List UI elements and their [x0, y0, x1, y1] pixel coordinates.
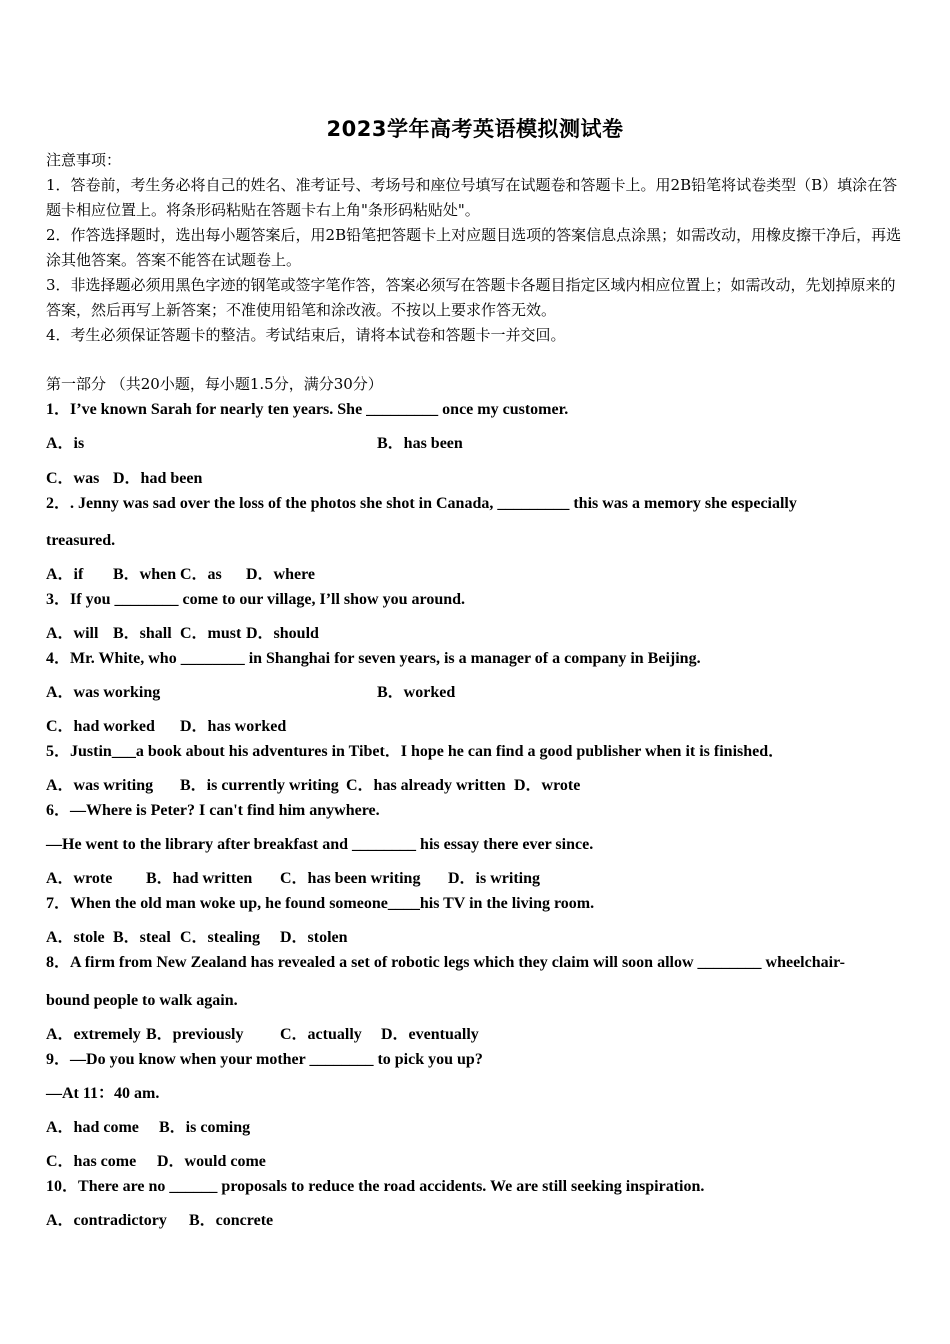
- notice-item-3: 3．非选择题必须用黑色字迹的钢笔或签字笔作答，答案必须写在答题卡各题目指定区域内相应位置上；如需改动，先划掉原来的答案，然后再写上新答案；不准使用铅笔和涂改液。不按以上要求作答无效。: [46, 276, 896, 319]
- question-number: 10．: [46, 1178, 79, 1195]
- option-10b: B．concrete: [189, 1212, 274, 1229]
- question-number: 7．: [46, 895, 71, 912]
- option-9d: D．would come: [157, 1153, 266, 1170]
- question-number: 6．: [46, 802, 71, 819]
- question-number: 5．: [46, 743, 71, 760]
- option-3a: A．will: [46, 625, 99, 642]
- option-7a: A．stole: [46, 929, 105, 946]
- option-8b: B．previously: [146, 1026, 244, 1043]
- option-5c: C．has already written: [346, 777, 506, 794]
- notice-item-2: 2．作答选择题时，选出每小题答案后，用2B铅笔把答题卡上对应题目选项的答案信息点涂黑；如需改动，用橡皮擦干净后，再选涂其他答案。答案不能答在试题卷上。: [46, 226, 902, 269]
- option-8d: D．eventually: [381, 1026, 479, 1043]
- question-7: [46, 893, 594, 915]
- option-1c: C．was: [46, 470, 100, 487]
- option-1a: A．is: [46, 435, 85, 452]
- option-4a: A．was working: [46, 684, 161, 701]
- notice-item-4: 4．考生必须保证答题卡的整洁。考试结束后，请将本试卷和答题卡一并交回。: [46, 326, 566, 344]
- option-3b: B．shall: [113, 625, 172, 642]
- question-3: [46, 589, 465, 611]
- option-2d: D．where: [246, 566, 316, 583]
- option-6d: D．is writing: [448, 870, 541, 887]
- notice-item-1: 1．答卷前，考生务必将自己的姓名、准考证号、考场号和座位号填写在试题卷和答题卡上。用2B铅笔将试卷类型（B）填涂在答题卡相应位置上。将条形码粘贴在答题卡右上角"条形码粘贴处"。: [46, 176, 898, 219]
- question-number: 4．: [46, 650, 71, 667]
- question-text: When the old man woke up, he found someone____his TV in the living room.: [70, 895, 595, 912]
- option-4d: D．has worked: [180, 718, 287, 735]
- notice-heading: 注意事项：: [46, 151, 122, 169]
- page-title: 2023学年高考英语模拟测试卷: [326, 117, 624, 141]
- question-text: If you ________ come to our village, I’ll show you around.: [70, 591, 466, 608]
- question-number: 8．: [46, 954, 71, 971]
- question-9-continued: —At 11：40 am.: [46, 1085, 160, 1102]
- option-1b: B．has been: [377, 435, 463, 452]
- option-6b: B．had written: [146, 870, 253, 887]
- option-9c: C．has come: [46, 1153, 137, 1170]
- question-6: [46, 800, 380, 822]
- question-text: . Jenny was sad over the loss of the photos she shot in Canada, _________ this was a memory she especially: [70, 495, 797, 512]
- option-10a: A．contradictory: [46, 1212, 167, 1229]
- question-text: There are no ______ proposals to reduce the road accidents. We are still seeking inspiration.: [78, 1178, 705, 1195]
- question-1: [46, 399, 568, 421]
- question-text: —Where is Peter? I can't find him anywhere.: [70, 802, 380, 819]
- question-text: I’ve known Sarah for nearly ten years. She _________ once my customer.: [70, 401, 569, 418]
- option-9a: A．had come: [46, 1119, 139, 1136]
- question-number: 2．: [46, 495, 71, 512]
- option-5b: B．is currently writing: [180, 777, 339, 794]
- option-8c: C．actually: [280, 1026, 362, 1043]
- question-2-continued: treasured.: [46, 532, 116, 549]
- question-5: [46, 741, 784, 763]
- option-2a: A．if: [46, 566, 84, 583]
- question-6-continued: —He went to the library after breakfast and ________ his essay there ever since.: [46, 836, 594, 853]
- question-8: [46, 952, 845, 974]
- option-1d: D．had been: [113, 470, 203, 487]
- option-2b: B．when: [113, 566, 177, 583]
- option-9b: B．is coming: [159, 1119, 251, 1136]
- question-text: Justin___a book about his adventures in Tibet．I hope he can find a good publisher when it is finished．: [70, 743, 785, 760]
- question-text: A firm from New Zealand has revealed a set of robotic legs which they claim will soon allow ________ wheelchair-: [70, 954, 845, 971]
- option-7d: D．stolen: [280, 929, 348, 946]
- question-text: —Do you know when your mother ________ to pick you up?: [70, 1051, 483, 1068]
- option-4b: B．worked: [377, 684, 456, 701]
- question-number: 9．: [46, 1051, 71, 1068]
- option-6c: C．has been writing: [280, 870, 421, 887]
- question-text: Mr. White, who ________ in Shanghai for seven years, is a manager of a company in Beijing.: [70, 650, 701, 667]
- option-7b: B．steal: [113, 929, 171, 946]
- option-5a: A．was writing: [46, 777, 154, 794]
- option-2c: C．as: [180, 566, 222, 583]
- option-5d: D．wrote: [514, 777, 581, 794]
- section-heading: 第一部分 （共20小题，每小题1.5分，满分30分）: [46, 375, 383, 393]
- option-7c: C．stealing: [180, 929, 261, 946]
- question-4: [46, 648, 701, 670]
- question-number: 3．: [46, 591, 71, 608]
- option-3c: C．must: [180, 625, 242, 642]
- option-6a: A．wrote: [46, 870, 113, 887]
- option-3d: D．should: [246, 625, 319, 642]
- option-4c: C．had worked: [46, 718, 155, 735]
- question-9: [46, 1049, 483, 1071]
- question-number: 1．: [46, 401, 71, 418]
- question-8-continued: bound people to walk again.: [46, 992, 238, 1009]
- option-8a: A．extremely: [46, 1026, 141, 1043]
- question-10: [46, 1176, 704, 1198]
- question-2: [46, 493, 797, 515]
